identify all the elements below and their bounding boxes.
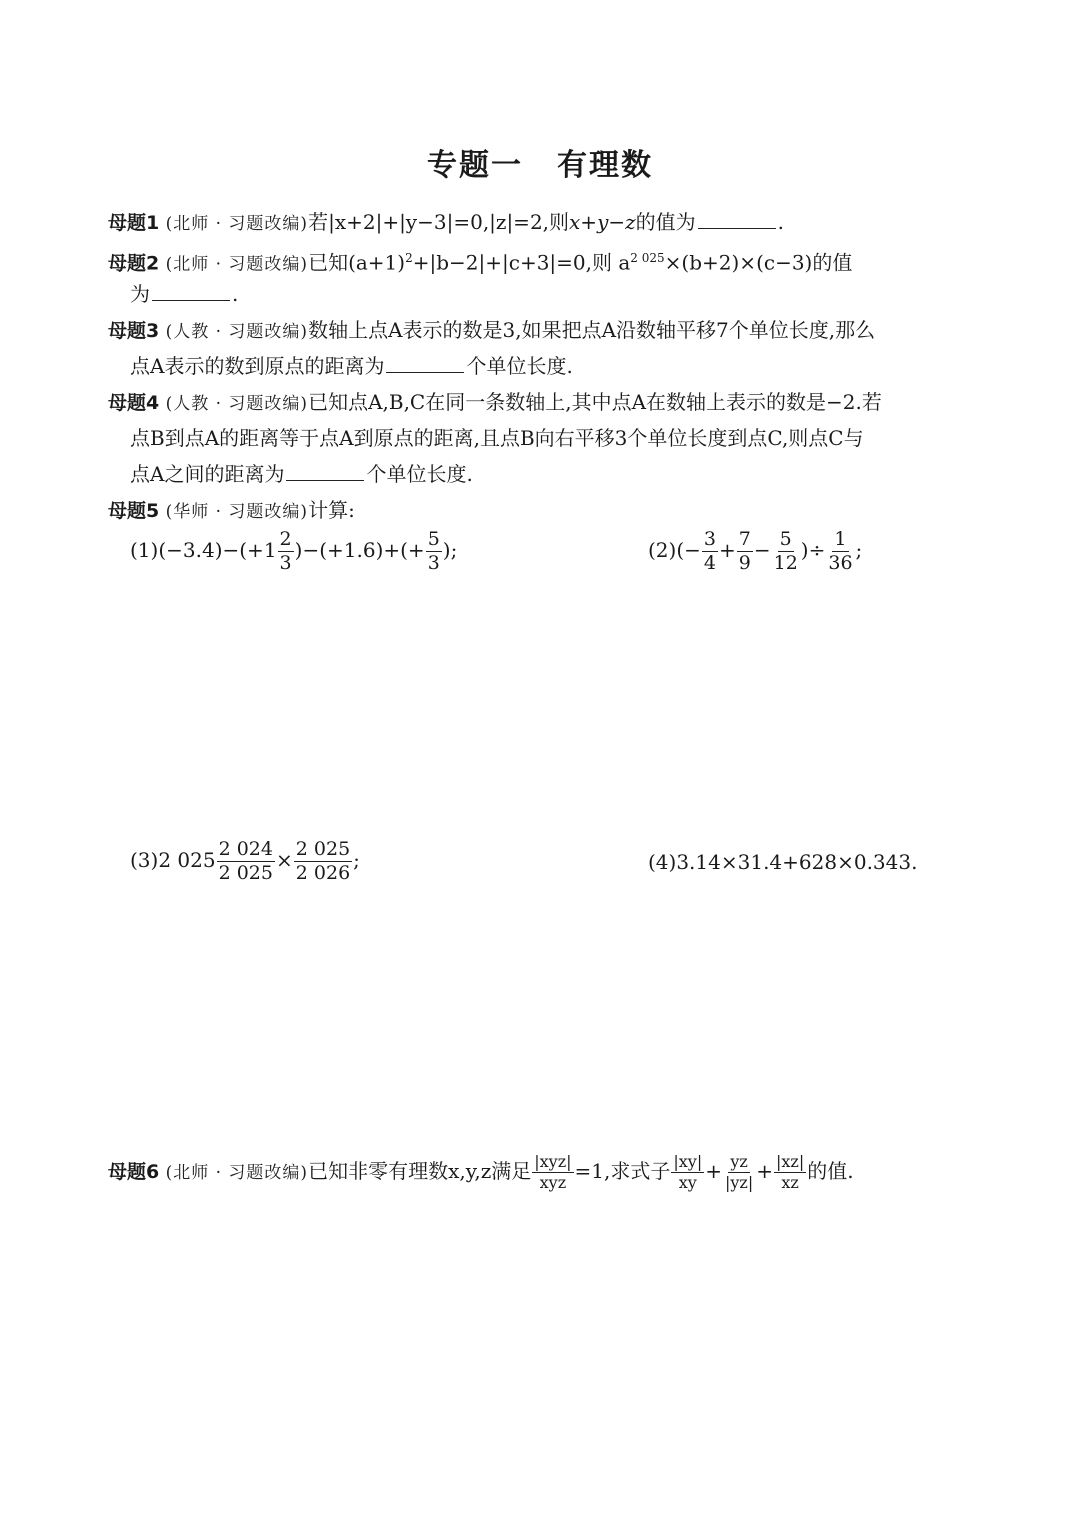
fraction-numerator: 1 — [834, 528, 847, 550]
fraction — [294, 838, 352, 885]
fraction-numerator: 5 — [427, 528, 440, 550]
fraction-denominator: xyz — [539, 1173, 567, 1192]
fraction-denominator: xz — [781, 1173, 799, 1192]
question-3-line-2 — [130, 348, 573, 384]
question-3 — [108, 312, 875, 350]
sub-problem-4-text: (4)3.14×31.4+628×0.343. — [648, 850, 918, 874]
question-1-expr: x+y−z — [569, 210, 636, 234]
fraction — [737, 528, 753, 575]
question-4-line3a: 点A之间的距离为 — [130, 462, 285, 486]
fraction-numerator: |xz| — [776, 1152, 805, 1171]
fraction — [217, 838, 275, 885]
question-4-line-3 — [130, 456, 473, 492]
question-1-text-b: 的值为 — [635, 210, 696, 234]
fraction-numerator: |xy| — [673, 1152, 703, 1171]
sub-problem-1-text-a: (1)(−3.4)−(+1 — [130, 538, 277, 562]
answer-blank[interactable] — [152, 282, 230, 301]
fraction-denominator: 3 — [427, 552, 440, 574]
question-4-source: (人教 · 习题改编) — [165, 394, 309, 414]
sub-problem-2 — [648, 528, 862, 575]
question-1-source: (北师 · 习题改编) — [165, 214, 309, 234]
page-title — [0, 140, 1080, 184]
fraction-numerator: |xyz| — [534, 1152, 572, 1171]
question-6-text-b: =1,求式子 — [574, 1159, 671, 1183]
question-5 — [108, 492, 355, 530]
question-2-line2-text: 为 — [130, 282, 150, 306]
fraction — [723, 1152, 755, 1193]
question-4-label: 母题4 — [108, 392, 160, 414]
question-2-text-a: 已知(a+1) — [308, 250, 406, 275]
sub-problem-2-end: ; — [855, 538, 863, 562]
sub-problem-1-text-b: )−(+1.6)+(+ — [294, 538, 425, 562]
fraction-numerator: 3 — [703, 528, 716, 550]
question-3-line2a: 点A表示的数到原点的距离为 — [130, 354, 385, 378]
question-1-text-a: 若|x+2|+|y−3|=0,|z|=2,则 — [308, 210, 570, 234]
question-3-line2b: 个单位长度. — [466, 354, 573, 378]
question-2-line-2 — [130, 276, 238, 312]
title-part1: 专题一 — [427, 148, 523, 183]
question-3-source: (人教 · 习题改编) — [165, 322, 309, 342]
question-3-label: 母题3 — [108, 320, 160, 342]
question-6-text-c: 的值. — [807, 1159, 854, 1183]
fraction-numerator: 7 — [738, 528, 751, 550]
fraction — [671, 1152, 704, 1193]
fraction-numerator: 2 024 — [218, 838, 273, 860]
fraction-denominator: 3 — [279, 552, 292, 574]
question-6-label: 母题6 — [108, 1161, 160, 1183]
fraction — [774, 1152, 806, 1193]
sub-problem-1-text-c: ); — [442, 538, 458, 562]
answer-blank[interactable] — [698, 210, 776, 229]
title-part2: 有理数 — [557, 148, 653, 183]
question-6-text-a: 已知非零有理数x,y,z满足 — [308, 1159, 532, 1183]
sub-problem-3 — [130, 838, 360, 885]
fraction-numerator: 2 — [279, 528, 292, 550]
operator: + — [718, 538, 736, 562]
question-5-label: 母题5 — [108, 500, 160, 522]
fraction — [702, 528, 718, 575]
question-2-label: 母题2 — [108, 252, 160, 275]
fraction-denominator: |yz| — [725, 1173, 754, 1192]
fraction-numerator: yz — [730, 1152, 748, 1171]
operator: + — [756, 1159, 774, 1183]
sub-problem-3-text-a: (3)2 025 — [130, 848, 216, 872]
fraction — [772, 528, 800, 575]
question-2-source: (北师 · 习题改编) — [165, 254, 309, 275]
question-1-label: 母题1 — [108, 212, 160, 234]
question-4-line1: 已知点A,B,C在同一条数轴上,其中点A在数轴上表示的数是−2.若 — [308, 390, 882, 414]
fraction-denominator: 4 — [703, 552, 716, 574]
fraction — [532, 1152, 573, 1193]
question-4 — [108, 384, 882, 422]
question-4-line2: 点B到点A的距离等于点A到原点的距离,且点B向右平移3个单位长度到点C,则点C与 — [130, 426, 864, 450]
question-2-exponent-2025: 2 025 — [630, 251, 665, 265]
question-3-line1: 数轴上点A表示的数是3,如果把点A沿数轴平移7个单位长度,那么 — [308, 318, 876, 342]
question-1-end: . — [777, 210, 785, 234]
question-6 — [108, 1148, 854, 1196]
fraction — [826, 528, 854, 575]
fraction — [278, 528, 294, 575]
question-2-end: . — [232, 282, 239, 306]
question-4-line3b: 个单位长度. — [366, 462, 473, 486]
question-2-text-b: +|b−2|+|c+3|=0,则 a — [412, 250, 631, 275]
fraction-denominator: 12 — [773, 552, 798, 574]
operator: × — [276, 848, 293, 872]
question-5-text: 计算: — [308, 498, 355, 522]
sub-problem-3-end: ; — [353, 848, 360, 872]
operator: − — [753, 538, 771, 562]
fraction-denominator: 2 026 — [295, 862, 351, 884]
question-2-text-c: ×(b+2)×(c−3)的值 — [664, 250, 853, 275]
fraction-denominator: 9 — [738, 552, 751, 574]
sub-problem-2-text-a: (2)(− — [648, 538, 701, 562]
question-5-source: (华师 · 习题改编) — [165, 502, 309, 522]
fraction-numerator: 5 — [779, 528, 792, 550]
question-1 — [108, 204, 784, 242]
question-4-line-2 — [130, 420, 864, 456]
fraction-numerator: 2 025 — [295, 838, 351, 860]
fraction-denominator: 36 — [828, 552, 853, 574]
sub-problem-4 — [648, 850, 917, 874]
fraction-denominator: 2 025 — [218, 862, 273, 884]
operator: )÷ — [800, 538, 826, 562]
answer-blank[interactable] — [286, 462, 364, 481]
fraction — [426, 528, 442, 575]
operator: + — [705, 1159, 722, 1183]
answer-blank[interactable] — [386, 354, 464, 373]
question-6-source: (北师 · 习题改编) — [165, 1163, 309, 1183]
question-2-exponent-2: 2 — [405, 251, 413, 265]
fraction-denominator: xy — [678, 1173, 697, 1192]
sub-problem-1 — [130, 528, 457, 575]
